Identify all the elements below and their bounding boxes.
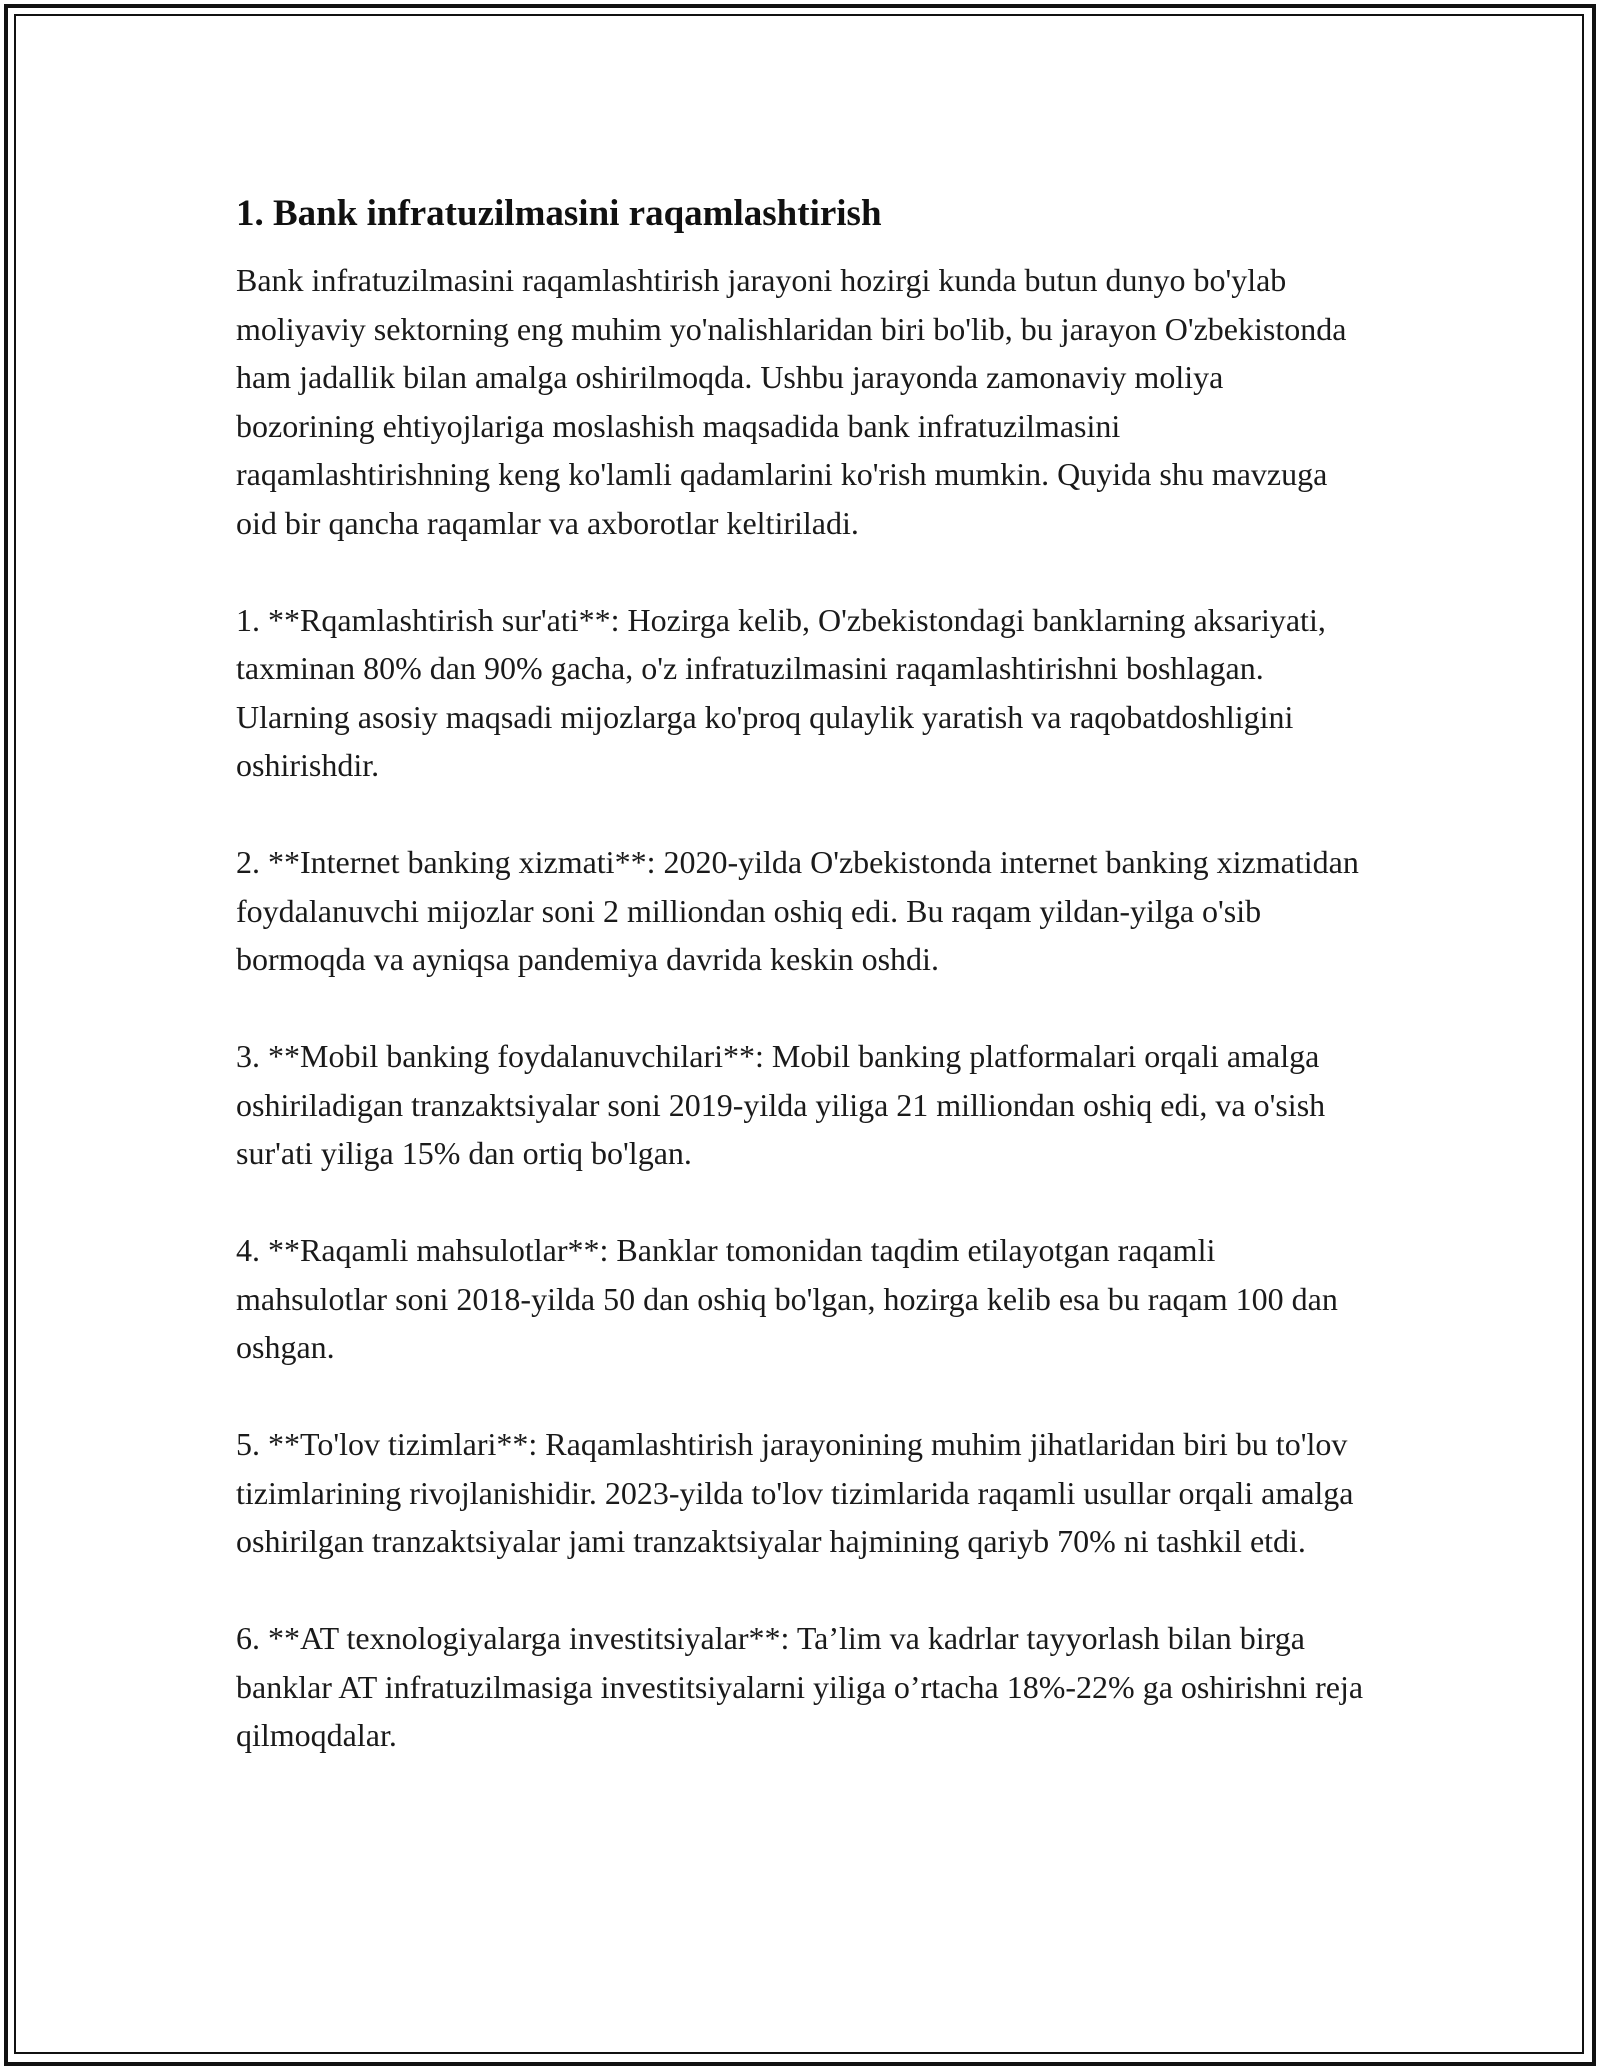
list-item-2: 2. **Internet banking xizmati**: 2020-yilda O'zbekistonda internet banking xizmatidan foydalanuvchi mijozlar soni 2 milliondan oshiq edi. Bu raqam yildan-yilga o'sib bormoqda va ayniqsa pandemiya davrida keskin oshdi. <box>236 844 1359 977</box>
intro-paragraph: Bank infratuzilmasini raqamlashtirish jarayoni hozirgi kunda butun dunyo bo'ylab moliyaviy sektorning eng muhim yo'nalishlaridan biri bo'lib, bu jarayon O'zbekistonda ham jadallik bilan amalga oshirilmoqda. Ushbu jarayonda zamonaviy moliya bozorining ehtiyojlariga moslashish maqsadida bank infratuzilmasini raqamlashtirishning keng ko'lamli qadamlarini ko'rish mumkin. Quyida shu mavzuga oid bir qancha raqamlar va axborotlar keltiriladi. <box>236 262 1347 541</box>
list-item-4: 4. **Raqamli mahsulotlar**: Banklar tomonidan taqdim etilayotgan raqamli mahsulotlar soni 2018-yilda 50 dan oshiq bo'lgan, hozirga kelib esa bu raqam 100 dan oshgan. <box>236 1232 1338 1365</box>
list-item-5: 5. **To'lov tizimlari**: Raqamlashtirish jarayonining muhim jihatlaridan biri bu to'lov tizimlarining rivojlanishidir. 2023-yilda to'lov tizimlarida raqamli usullar orqali amalga oshirilgan tranzaktsiyalar jami tranzaktsiyalar hajmining qariyb 70% ni tashkil etdi. <box>236 1426 1354 1559</box>
document-body <box>236 182 1366 1760</box>
list-item-1: 1. **Rqamlashtirish sur'ati**: Hozirga kelib, O'zbekistondagi banklarning aksariyati, taxminan 80% dan 90% gacha, o'z infratuzilmasini raqamlashtirishni boshlagan. Ularning asosiy maqsadi mijozlarga ko'proq qulaylik yaratish va raqobatdoshligini oshirishdir. <box>236 601 1326 783</box>
list-item-3: 3. **Mobil banking foydalanuvchilari**: Mobil banking platformalari orqali amalga oshiriladigan tranzaktsiyalar soni 2019-yilda yiliga 21 milliondan oshiq edi, va o'sish sur'ati yiliga 15% dan ortiq bo'lgan. <box>236 1038 1326 1171</box>
section-heading: 1. Bank infratuzilmasini raqamlashtirish <box>236 193 882 234</box>
list-item-6: 6. **AT texnologiyalarga investitsiyalar**: Ta’lim va kadrlar tayyorlash bilan birga banklar AT infratuzilmasiga investitsiyalarni yiliga o’rtacha 18%-22% ga oshirishni reja qilmoqdalar. <box>236 1620 1364 1753</box>
